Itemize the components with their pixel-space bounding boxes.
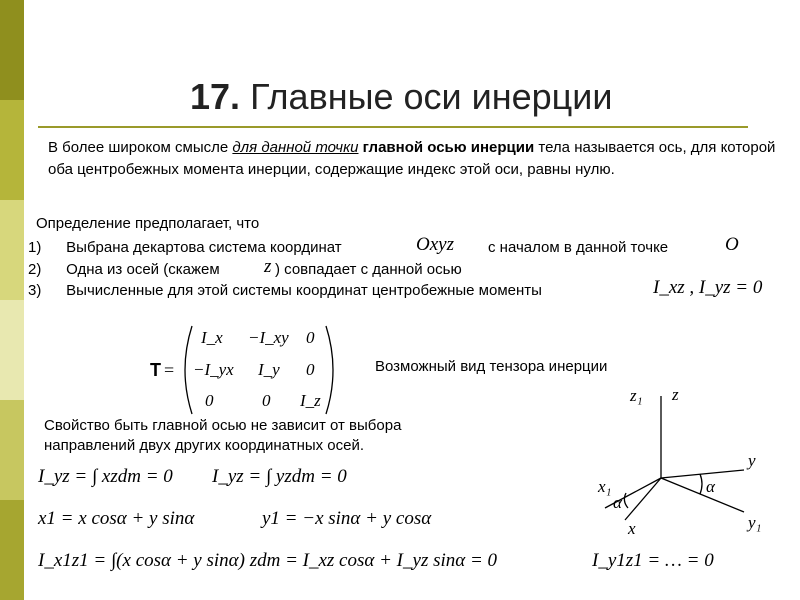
matrix-cell: −I_yx [193, 360, 234, 379]
para-italic: для данной точки [232, 139, 359, 156]
matrix-cell: 0 [205, 391, 214, 410]
x-axis [625, 478, 661, 520]
para-text: тела называется ось, для которой оба центробежных момента инерции, содержащие индекс этой оси, равны нулю. [48, 139, 776, 178]
matrix-cell: 0 [306, 328, 315, 347]
matrix-cell: 0 [262, 391, 271, 410]
item-text: ) совпадает с данной осью [275, 260, 462, 278]
para-bold: главной осью инерции [362, 139, 535, 156]
y-axis [661, 470, 744, 478]
tensor-symbol: T [150, 360, 161, 380]
item-text: с началом в данной точке [488, 239, 669, 256]
matrix-cell: I_x [201, 328, 223, 347]
equation-1: I_yz = ∫ xzdm = 0 [38, 466, 173, 487]
item-math: Oxyz [416, 234, 454, 255]
equation-5: I_x1z1 = ∫(x cosα + y sinα) zdm = I_xz cosα + I_yz sinα = 0 [38, 550, 498, 571]
alpha-arc [700, 474, 702, 494]
label-alpha: α [613, 493, 622, 512]
title-number: 17. [190, 76, 241, 117]
tensor-caption: Возможный вид тензора инерции [375, 358, 608, 375]
item-number: 3) [28, 282, 42, 299]
matrix-cell: I_y [258, 360, 280, 379]
matrix-cell: 0 [306, 360, 315, 379]
matrix-cell: −I_xy [248, 328, 289, 347]
label-y: y [748, 451, 756, 470]
equation-3: x1 = x cosα + y sinα [38, 508, 195, 529]
item-math: O [725, 234, 739, 255]
label-y1: y₁ [748, 513, 762, 532]
item-text: Выбрана декартова система координат [66, 239, 342, 256]
item-math: z [264, 255, 272, 277]
item-text: Одна из осей (скажем [66, 260, 220, 278]
definition-intro: Определение предполагает, что [36, 215, 260, 232]
matrix-cell: I_z [300, 391, 321, 410]
equation-6: I_y1z1 = … = 0 [592, 550, 714, 571]
label-x1: x₁ [598, 477, 612, 496]
item-number: 2) [28, 260, 42, 278]
label-alpha: α [706, 477, 715, 496]
label-z: z [672, 385, 679, 404]
item-number: 1) [28, 239, 42, 256]
item-math: I_xz , I_yz = 0 [653, 277, 763, 298]
para-text: В более широком смысле [48, 139, 233, 156]
label-z1: z₁ [630, 386, 643, 405]
title-text: Главные оси инерции [250, 76, 613, 117]
equation-4: y1 = −x sinα + y cosα [262, 508, 432, 529]
property-text: Свойство быть главной осью не зависит от выбора направлений двух других координатных осей. [44, 417, 402, 454]
label-x: x [628, 519, 636, 538]
equals-sign: = [164, 360, 175, 380]
item-text: Вычисленные для этой системы координат центробежные моменты [66, 282, 542, 299]
equation-2: I_yz = ∫ yzdm = 0 [212, 466, 347, 487]
